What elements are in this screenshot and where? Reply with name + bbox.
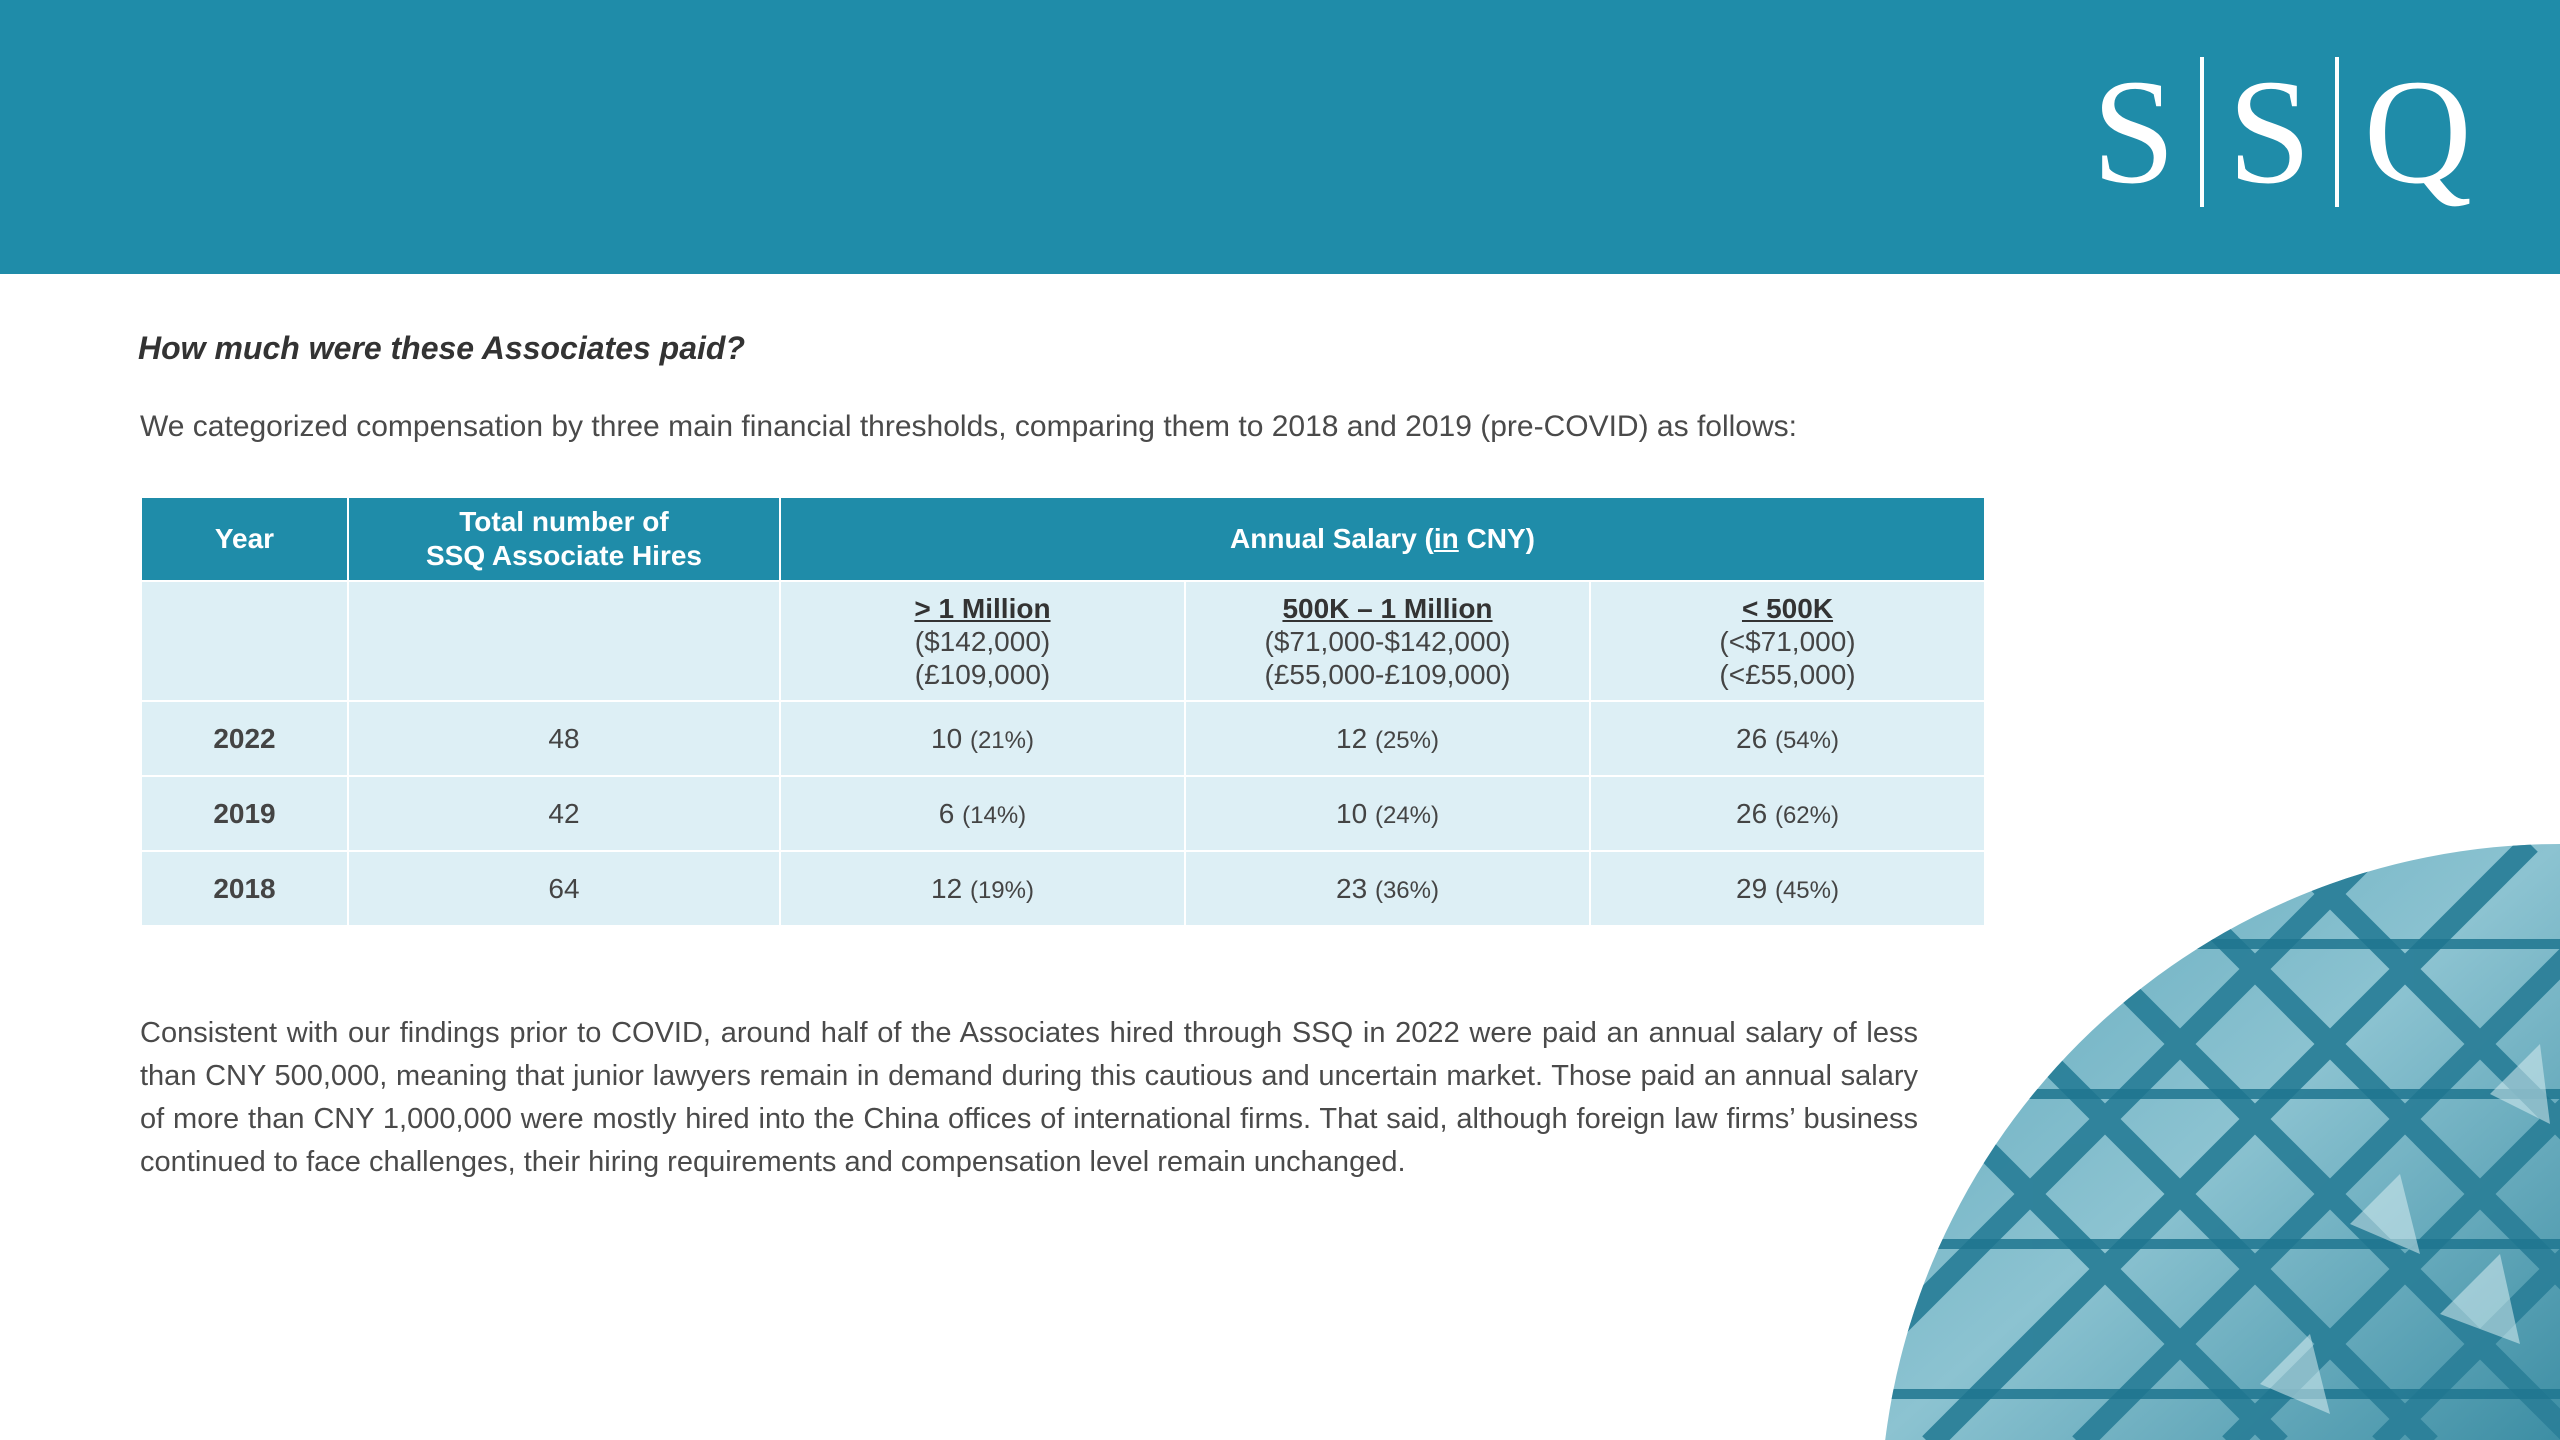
architecture-photo-image: [1880, 844, 2560, 1440]
logo-letter: Q: [2363, 49, 2472, 215]
table-row: [141, 701, 1985, 776]
hires-cell: 64: [348, 851, 780, 926]
salary-band-row: [141, 581, 1985, 701]
section-heading: How much were these Associates paid?: [138, 330, 745, 366]
header-salary-prefix: Annual Salary (: [1230, 523, 1434, 554]
percent-value: (36%): [1374, 876, 1439, 904]
count-value: 26: [1736, 722, 1768, 754]
percent-value: (24%): [1374, 801, 1439, 829]
value-cell: [1185, 776, 1590, 851]
band-title: < 500K: [1741, 592, 1834, 624]
empty-cell: [348, 581, 780, 701]
value-cell: [1185, 851, 1590, 926]
percent-value: (21%): [969, 726, 1034, 754]
band-usd: ($142,000): [914, 625, 1051, 657]
value-cell: [1590, 701, 1985, 776]
band-cell: [1590, 581, 1985, 701]
logo-divider: [2335, 57, 2339, 207]
percent-value: (54%): [1774, 726, 1839, 754]
count-value: 12: [931, 872, 963, 904]
band-title: > 1 Million: [914, 592, 1051, 624]
header-hires-line2: SSQ Associate Hires: [426, 540, 702, 571]
band-usd: ($71,000-$142,000): [1264, 625, 1511, 657]
percent-value: (14%): [962, 801, 1027, 829]
count-value: 6: [938, 797, 955, 829]
band-title: 500K – 1 Million: [1282, 592, 1493, 624]
value-cell: [1185, 701, 1590, 776]
logo-letter: S: [2227, 49, 2312, 215]
year-cell: 2018: [141, 851, 348, 926]
count-value: 23: [1336, 872, 1368, 904]
logo-letter: S: [2092, 49, 2176, 215]
salary-table: [140, 496, 1986, 927]
band-gbp: (£109,000): [914, 658, 1051, 690]
intro-paragraph: We categorized compensation by three main financial thresholds, comparing them to 2018 and 2019 (pre-COVID) as follows:: [140, 410, 1797, 443]
header-total-hires: [348, 497, 780, 581]
table-row: [141, 776, 1985, 851]
year-cell: 2019: [141, 776, 348, 851]
count-value: 26: [1736, 797, 1768, 829]
count-value: 10: [931, 722, 963, 754]
band-usd: (<$71,000): [1719, 625, 1856, 657]
year-cell: 2022: [141, 701, 348, 776]
percent-value: (45%): [1774, 876, 1839, 904]
table-header-row: [141, 497, 1985, 581]
header-banner: [0, 0, 2560, 274]
count-value: 12: [1336, 722, 1368, 754]
value-cell: [1590, 776, 1985, 851]
table-row: [141, 851, 1985, 926]
value-cell: [780, 776, 1185, 851]
header-hires-line1: Total number of: [459, 506, 669, 537]
count-value: 10: [1336, 797, 1368, 829]
header-salary-suffix: CNY): [1458, 523, 1535, 554]
percent-value: (19%): [969, 876, 1034, 904]
conclusion-paragraph: Consistent with our findings prior to COVID, around half of the Associates hired through SSQ in 2022 were paid an annual salary of less than CNY 500,000, meaning that junior lawyers remain in demand during this cautious and uncertain market. Those paid an annual salary of more than CNY 1,000,000 were mostly hired into the China offices of international firms. That said, although foreign law firms’ business continued to face challenges, their hiring requirements and compensation level remain unchanged.: [140, 1017, 1918, 1178]
logo-divider: [2200, 57, 2204, 207]
band-cell: [780, 581, 1185, 701]
percent-value: (25%): [1374, 726, 1439, 754]
hires-cell: 48: [348, 701, 780, 776]
empty-cell: [141, 581, 348, 701]
percent-value: (62%): [1774, 801, 1839, 829]
header-salary-in: in: [1433, 523, 1459, 554]
band-gbp: (<£55,000): [1719, 658, 1856, 690]
hires-cell: 42: [348, 776, 780, 851]
ssq-logo: [2092, 49, 2472, 215]
header-annual-salary: [780, 497, 1985, 581]
band-cell: [1185, 581, 1590, 701]
header-year: Year: [141, 497, 348, 581]
count-value: 29: [1736, 872, 1768, 904]
value-cell: [780, 851, 1185, 926]
band-gbp: (£55,000-£109,000): [1264, 658, 1511, 690]
value-cell: [780, 701, 1185, 776]
